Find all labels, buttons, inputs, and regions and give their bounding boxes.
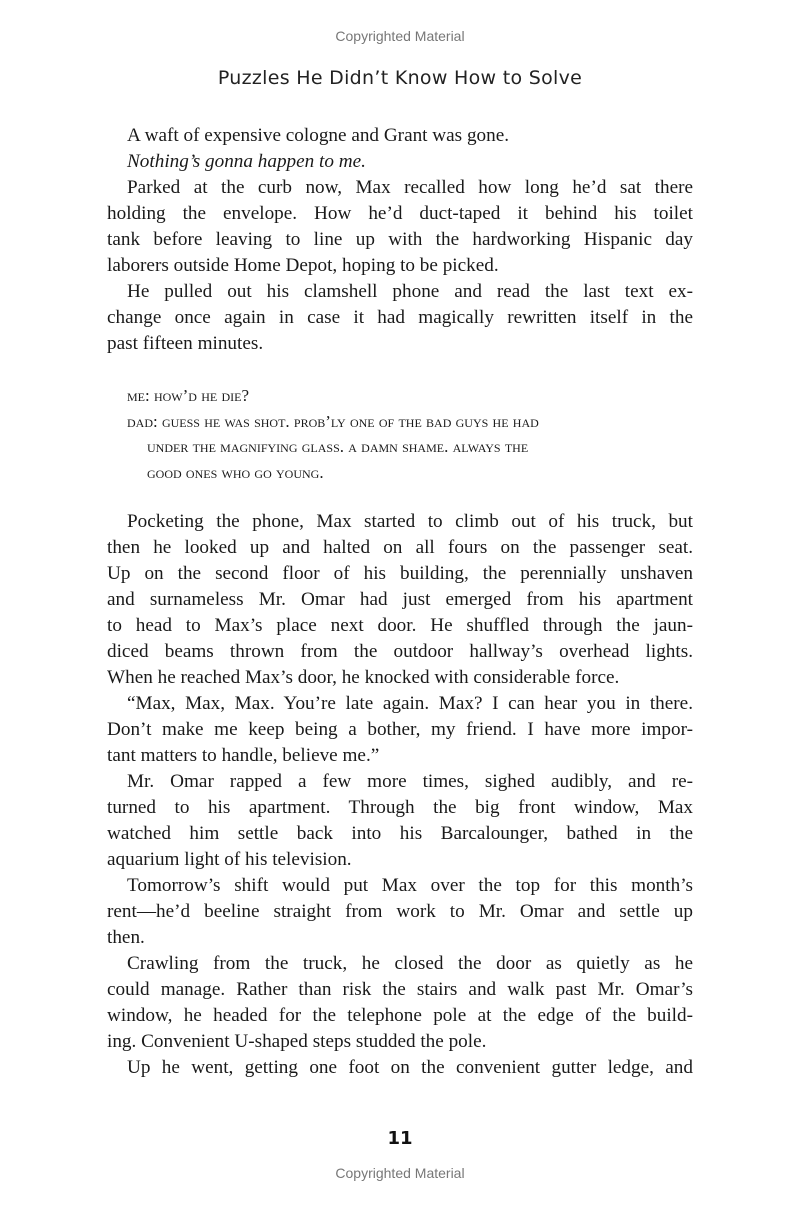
copyright-notice-top: Copyrighted Material: [335, 28, 465, 44]
text-line: change once again in case it had magically rewritten itself in the: [107, 307, 693, 328]
paragraph: [107, 175, 693, 279]
text-line: He pulled out his clamshell phone and read the last text ex-: [127, 281, 693, 302]
text-line: Up on the second floor of his building, the perennially unshaven: [107, 563, 693, 584]
text-line: Mr. Omar rapped a few more times, sighed audibly, and re-: [127, 771, 693, 792]
text-line: Pocketing the phone, Max started to climb out of his truck, but: [127, 511, 693, 532]
message: [127, 383, 693, 409]
paragraph: [107, 509, 693, 691]
text-line: window, he headed for the telephone pole at the edge of the build-: [107, 1005, 693, 1026]
paragraph: [107, 769, 693, 873]
text-line: Tomorrow’s shift would put Max over the top for this month’s: [127, 875, 693, 896]
text-line: When he reached Max’s door, he knocked with considerable force.: [107, 667, 620, 688]
text-line: ing. Convenient U-shaped steps studded the pole.: [107, 1031, 487, 1052]
message: [127, 409, 693, 486]
text-line: tant matters to handle, believe me.”: [107, 745, 380, 766]
paragraph: [107, 691, 693, 769]
copyright-notice-bottom: Copyrighted Material: [335, 1165, 465, 1181]
text-line: Up he went, getting one foot on the convenient gutter ledge, and: [127, 1057, 693, 1078]
text-line: Nothing’s gonna happen to me.: [127, 151, 366, 172]
paragraph: [107, 279, 693, 357]
text-line: could manage. Rather than risk the stairs and walk past Mr. Omar’s: [107, 979, 693, 1000]
text-line: watched him settle back into his Barcalounger, bathed in the: [107, 823, 693, 844]
text-line: then.: [107, 927, 145, 948]
text-line: tank before leaving to line up with the hardworking Hispanic day: [107, 229, 693, 250]
message-line: under the magnifying glass. a damn shame. always the: [147, 437, 529, 457]
text-line: laborers outside Home Depot, hoping to be picked.: [107, 255, 499, 276]
body-text-top: [107, 123, 693, 357]
text-line: Parked at the curb now, Max recalled how long he’d sat there: [127, 177, 693, 198]
text-line: and surnameless Mr. Omar had just emerged from his apartment: [107, 589, 693, 610]
text-line: “Max, Max, Max. You’re late again. Max? I can hear you in there.: [127, 693, 693, 714]
page-number: 11: [387, 1128, 413, 1149]
body-text-main: [107, 509, 693, 1081]
message-line: good ones who go young.: [147, 463, 324, 483]
text-line: Don’t make me keep being a bother, my friend. I have more impor-: [107, 719, 693, 740]
message-line: dad: guess he was shot. prob’ly one of the bad guys he had: [127, 411, 539, 431]
paragraph: [107, 1055, 693, 1081]
paragraph: [107, 149, 693, 175]
text-line: turned to his apartment. Through the big front window, Max: [107, 797, 693, 818]
text-line: then he looked up and halted on all fours on the passenger seat.: [107, 537, 693, 558]
text-line: Crawling from the truck, he closed the door as quietly as he: [127, 953, 693, 974]
text-message-exchange: [127, 383, 693, 486]
text-line: past fifteen minutes.: [107, 333, 264, 354]
text-line: diced beams thrown from the outdoor hallway’s overhead lights.: [107, 641, 693, 662]
chapter-title: Puzzles He Didn’t Know How to Solve: [217, 67, 583, 89]
paragraph: [107, 951, 693, 1055]
paragraph: [107, 873, 693, 951]
text-line: to head to Max’s place next door. He shuffled through the jaun-: [107, 615, 693, 636]
text-line: aquarium light of his television.: [107, 849, 352, 870]
paragraph: [107, 123, 693, 149]
text-line: holding the envelope. How he’d duct-taped it behind his toilet: [107, 203, 693, 224]
text-line: A waft of expensive cologne and Grant was gone.: [127, 125, 510, 146]
message-line: me: how’d he die?: [127, 386, 249, 405]
text-line: rent—he’d beeline straight from work to Mr. Omar and settle up: [107, 901, 693, 922]
